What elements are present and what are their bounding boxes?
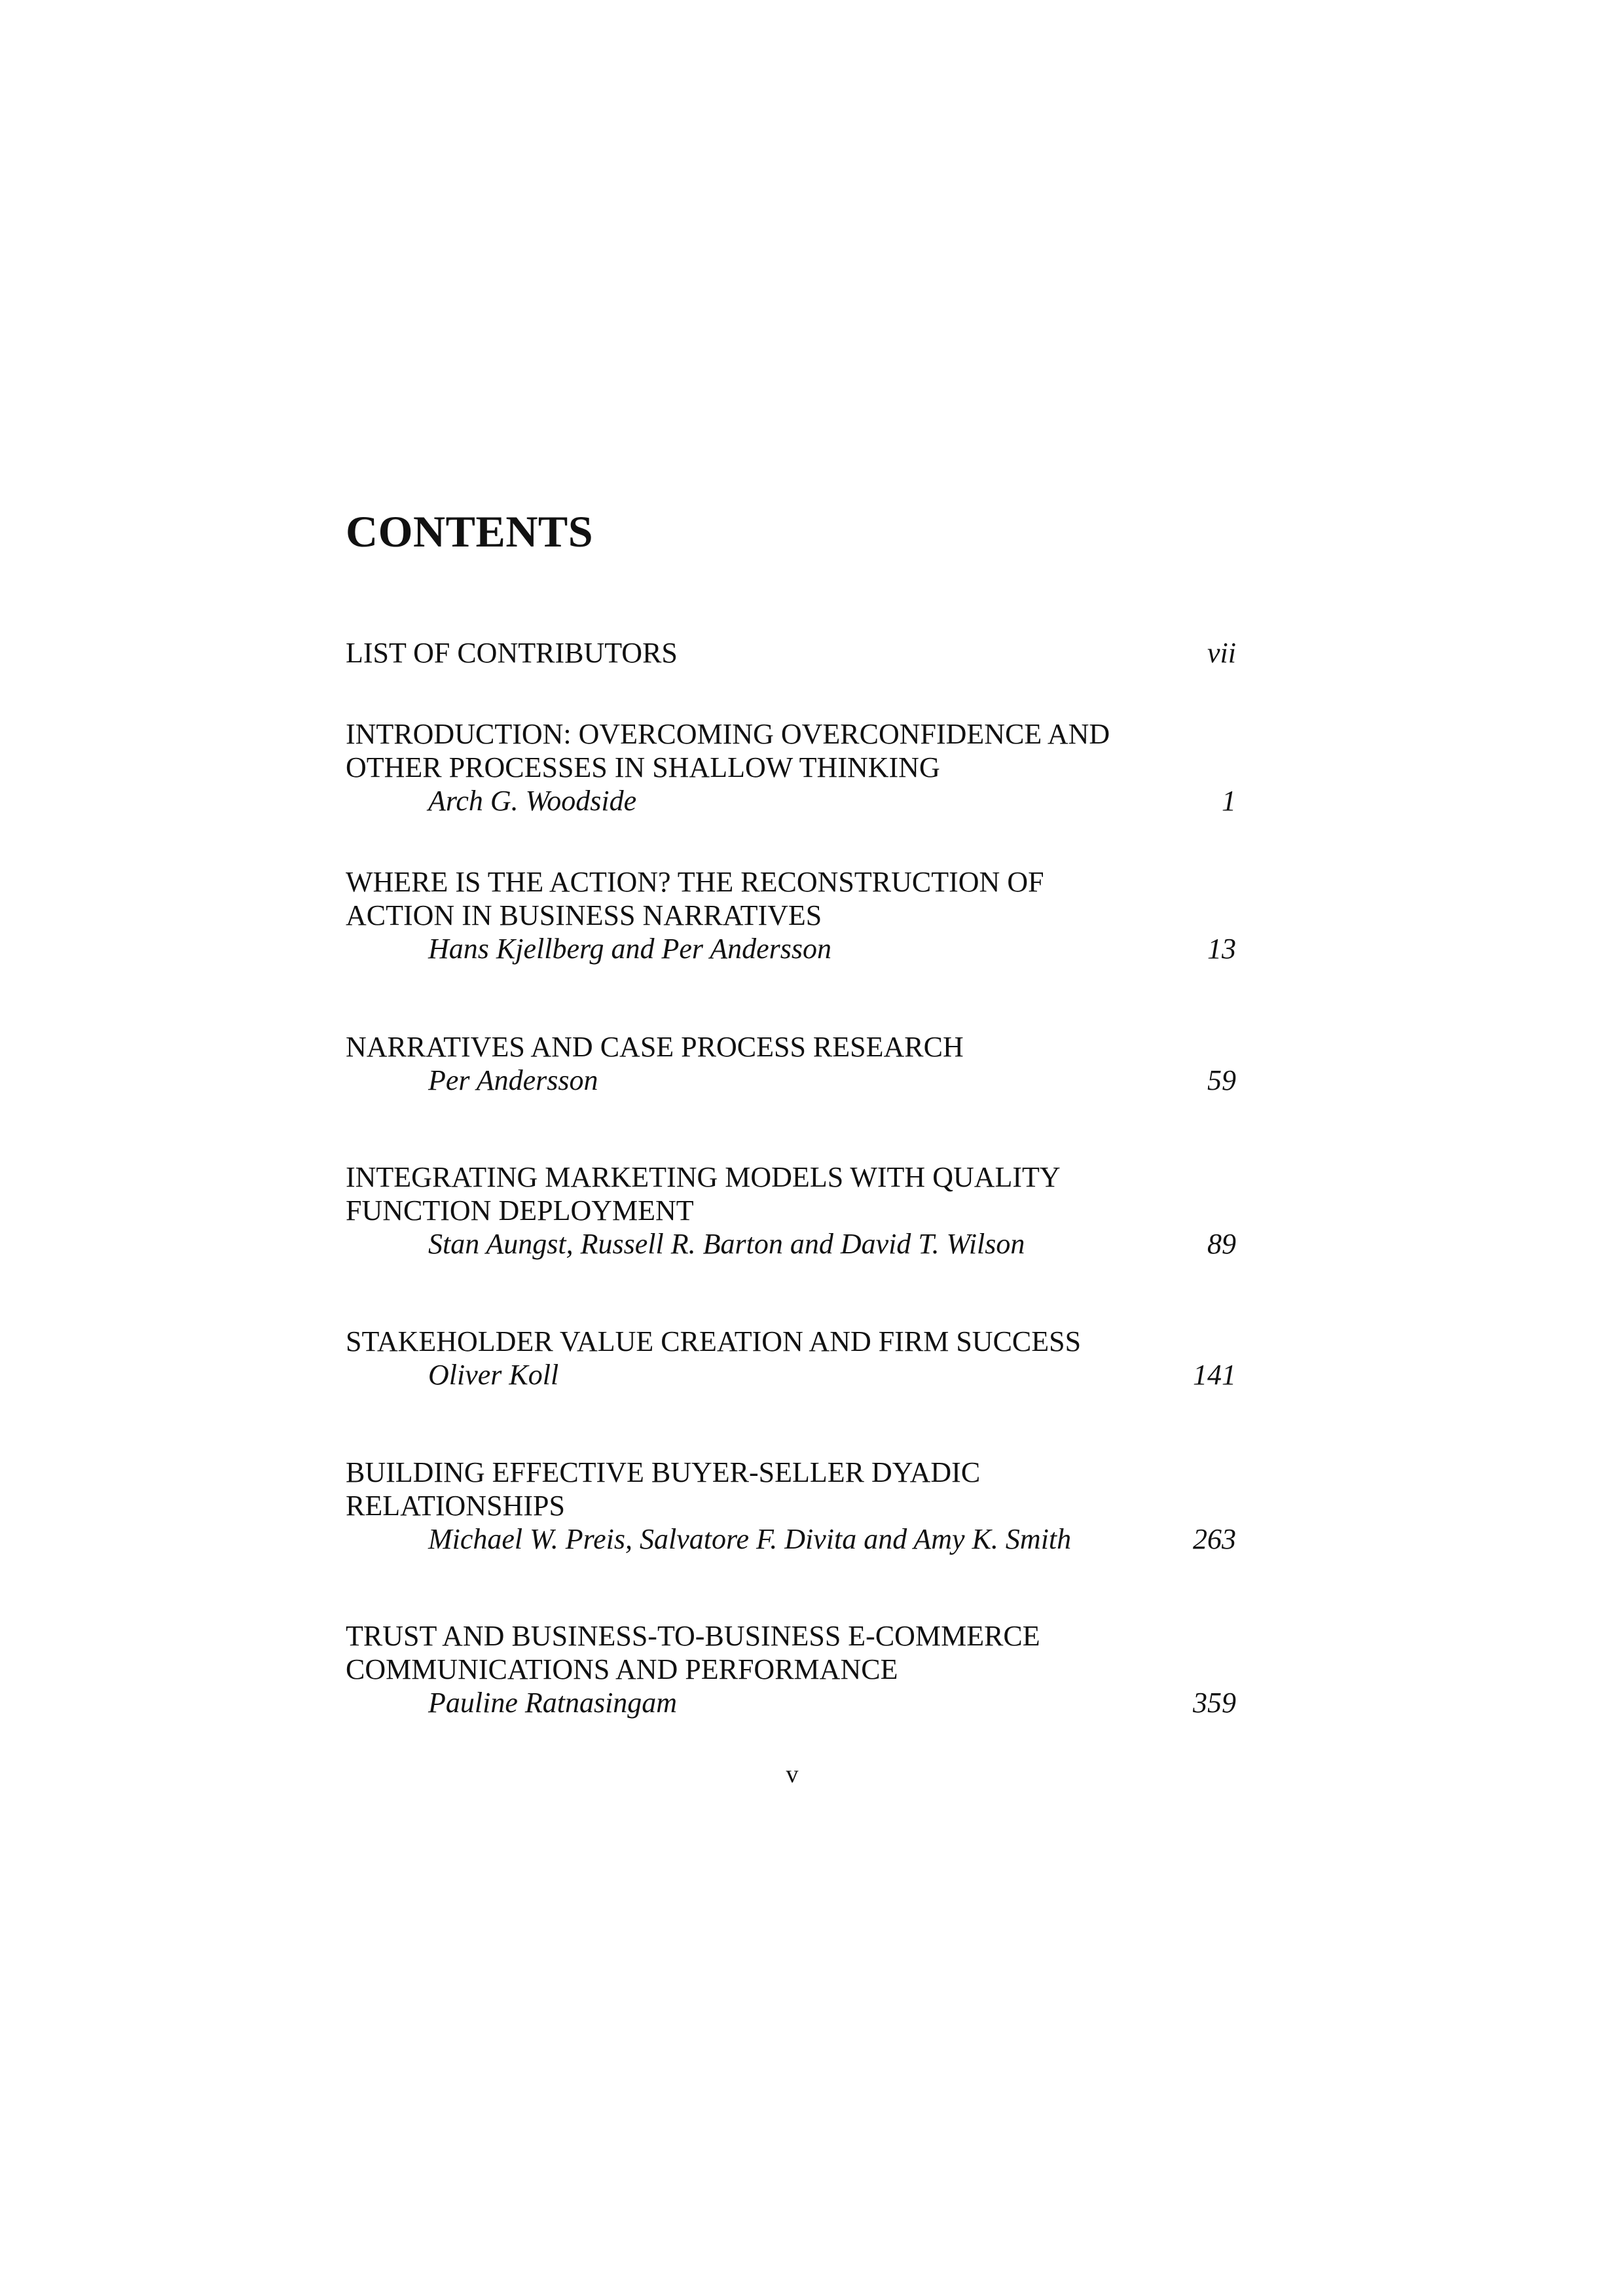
toc-entry-where-is-the-action[interactable]	[346, 865, 1236, 965]
toc-entry-title: INTEGRATING MARKETING MODELS WITH QUALITY FUNCTION DEPLOYMENT	[346, 1161, 1061, 1227]
toc-entry-narratives[interactable]	[346, 1030, 1236, 1097]
page-number: v	[786, 1761, 799, 1788]
toc-entry-author: Per Andersson	[428, 1064, 598, 1096]
toc-entry-author: Stan Aungst, Russell R. Barton and David T. Wilson	[428, 1228, 1025, 1260]
toc-entry-author: Michael W. Preis, Salvatore F. Divita and Amy K. Smith	[428, 1523, 1072, 1555]
toc-entry-page: 359	[1193, 1687, 1236, 1719]
toc-entry-author: Arch G. Woodside	[428, 785, 637, 817]
toc-entry-page: 89	[1207, 1228, 1236, 1260]
toc-entry-page: 263	[1193, 1523, 1236, 1555]
toc-entry-author: Hans Kjellberg and Per Andersson	[428, 933, 831, 965]
toc-entry-title: STAKEHOLDER VALUE CREATION AND FIRM SUCCESS	[346, 1325, 1082, 1357]
toc-entry-page: 141	[1193, 1359, 1236, 1391]
toc-entry-stakeholder-value[interactable]	[346, 1325, 1236, 1391]
toc-entry-page: vii	[1207, 637, 1236, 669]
toc-entry-title: BUILDING EFFECTIVE BUYER-SELLER DYADIC RELATIONSHIPS	[346, 1456, 981, 1522]
toc-entry-page: 59	[1207, 1064, 1236, 1096]
toc-entry-title: NARRATIVES AND CASE PROCESS RESEARCH	[346, 1031, 964, 1063]
toc-entry-integrating-marketing[interactable]	[346, 1160, 1236, 1261]
toc-entry-trust-b2b[interactable]	[346, 1619, 1236, 1719]
table-of-contents	[346, 0, 1236, 2296]
toc-entry-author: Pauline Ratnasingam	[428, 1687, 678, 1719]
toc-entry-title: INTRODUCTION: OVERCOMING OVERCONFIDENCE AND OTHER PROCESSES IN SHALLOW THINKING	[346, 718, 1110, 783]
toc-entry-page: 1	[1222, 785, 1236, 817]
toc-entry-contributors[interactable]	[346, 636, 1236, 670]
toc-entry-buyer-seller[interactable]	[346, 1456, 1236, 1556]
toc-entry-title: LIST OF CONTRIBUTORS	[346, 637, 678, 669]
page-title: CONTENTS	[346, 507, 594, 556]
toc-entry-title: TRUST AND BUSINESS-TO-BUSINESS E-COMMERCE COMMUNICATIONS AND PERFORMANCE	[346, 1620, 1040, 1685]
toc-entry-title: WHERE IS THE ACTION? THE RECONSTRUCTION OF ACTION IN BUSINESS NARRATIVES	[346, 866, 1044, 931]
toc-entry-author: Oliver Koll	[428, 1359, 559, 1391]
toc-entry-page: 13	[1207, 933, 1236, 965]
toc-entry-introduction[interactable]	[346, 717, 1236, 817]
